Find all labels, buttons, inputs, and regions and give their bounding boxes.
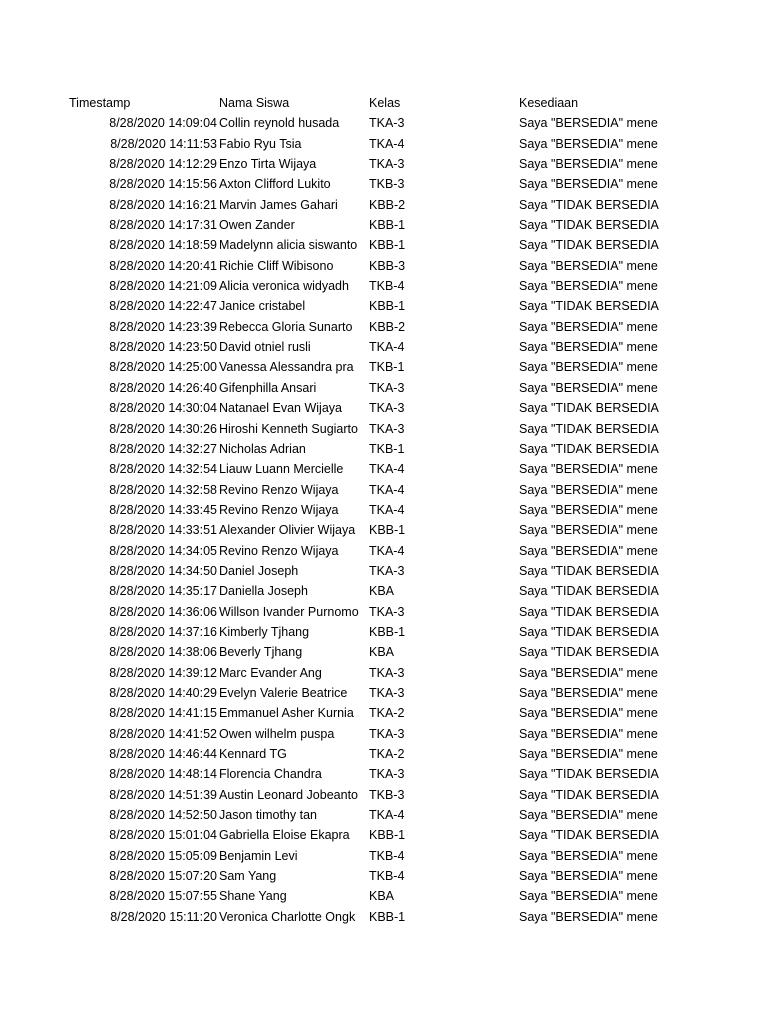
table-row	[0, 195, 768, 215]
timestamp-cell: 8/28/2020 14:52:50	[109, 808, 217, 823]
kelas-cell: TKA-2	[369, 747, 405, 761]
kesediaan-cell: Saya "TIDAK BERSEDIA	[519, 218, 659, 233]
kelas-cell: TKA-4	[369, 482, 405, 497]
kesediaan-cell: Saya "TIDAK BERSEDIA	[519, 787, 659, 802]
kelas-cell: KBB-1	[369, 624, 406, 639]
kesediaan-cell: Saya "BERSEDIA" mene	[519, 157, 658, 172]
kesediaan-cell: Saya "BERSEDIA" mene	[519, 747, 658, 761]
timestamp-cell: 8/28/2020 14:40:29	[109, 685, 217, 700]
kesediaan-cell: Saya "TIDAK BERSEDIA	[519, 197, 659, 212]
kesediaan-cell: Saya "TIDAK BERSEDIA	[519, 767, 659, 782]
kelas-cell: TKB-4	[369, 279, 405, 294]
name-cell: Enzo Tirta Wijaya	[219, 157, 317, 172]
name-cell: Marvin James Gahari	[219, 197, 338, 212]
name-cell: Sam Yang	[219, 869, 277, 884]
kelas-cell: KBB-1	[369, 238, 406, 253]
timestamp-cell: 8/28/2020 14:34:50	[109, 563, 217, 578]
table-row	[0, 154, 768, 174]
kelas-cell: TKA-3	[369, 726, 405, 741]
kesediaan-cell: Saya "BERSEDIA" mene	[519, 808, 658, 823]
timestamp-cell: 8/28/2020 15:07:20	[109, 869, 217, 884]
name-cell: Kimberly Tjhang	[219, 624, 310, 639]
timestamp-cell: 8/28/2020 14:32:58	[109, 482, 217, 497]
kesediaan-cell: Saya "BERSEDIA" mene	[519, 909, 658, 924]
kelas-cell: TKA-4	[369, 136, 405, 151]
table-row	[0, 419, 768, 439]
kesediaan-cell: Saya "TIDAK BERSEDIA	[519, 401, 659, 416]
table-row	[0, 561, 768, 581]
name-cell: Daniella Joseph	[219, 584, 308, 599]
name-cell: Emmanuel Asher Kurnia	[219, 706, 354, 721]
table-row	[0, 174, 768, 194]
kelas-cell: TKA-4	[369, 808, 405, 823]
table-row	[0, 256, 768, 276]
name-cell: Owen wilhelm puspa	[219, 726, 335, 741]
name-cell: Owen Zander	[219, 218, 295, 233]
kelas-cell: TKA-2	[369, 706, 405, 721]
kelas-cell: TKA-3	[369, 421, 405, 436]
kelas-cell: KBB-1	[369, 218, 406, 233]
table-row	[0, 541, 768, 561]
table-row	[0, 886, 768, 906]
kelas-cell: KBB-1	[369, 299, 406, 314]
header-kesediaan: Kesediaan	[519, 96, 579, 110]
kelas-cell: TKA-3	[369, 380, 405, 395]
name-cell: Alexander Olivier Wijaya	[219, 523, 356, 538]
name-cell: Madelynn alicia siswanto	[219, 238, 358, 253]
table-row	[0, 764, 768, 784]
name-cell: David otniel rusli	[219, 340, 311, 355]
name-cell: Alicia veronica widyadh	[219, 279, 349, 294]
kesediaan-cell: Saya "BERSEDIA" mene	[519, 340, 658, 355]
kelas-cell: TKA-4	[369, 340, 405, 355]
timestamp-cell: 8/28/2020 14:17:31	[109, 218, 217, 233]
kesediaan-cell: Saya "BERSEDIA" mene	[519, 523, 658, 538]
table-row	[0, 357, 768, 377]
kesediaan-cell: Saya "BERSEDIA" mene	[519, 848, 658, 863]
timestamp-cell: 8/28/2020 14:12:29	[109, 157, 217, 172]
kesediaan-cell: Saya "BERSEDIA" mene	[519, 889, 658, 904]
timestamp-cell: 8/28/2020 14:51:39	[109, 787, 217, 802]
kesediaan-cell: Saya "TIDAK BERSEDIA	[519, 441, 659, 456]
kesediaan-cell: Saya "BERSEDIA" mene	[519, 319, 658, 334]
timestamp-cell: 8/28/2020 14:36:06	[109, 604, 217, 619]
timestamp-cell: 8/28/2020 15:05:09	[109, 848, 217, 863]
name-cell: Liauw Luann Mercielle	[219, 462, 344, 477]
table-row	[0, 663, 768, 683]
kelas-cell: KBB-1	[369, 523, 406, 538]
timestamp-cell: 8/28/2020 14:48:14	[109, 767, 217, 782]
table-row	[0, 805, 768, 825]
name-cell: Vanessa Alessandra pra	[219, 360, 354, 375]
kelas-cell: TKA-3	[369, 401, 405, 416]
timestamp-cell: 8/28/2020 14:30:04	[109, 401, 217, 416]
kelas-cell: KBB-1	[369, 828, 406, 843]
timestamp-cell: 8/28/2020 14:39:12	[109, 665, 217, 680]
name-cell: Axton Clifford Lukito	[219, 177, 331, 192]
kelas-cell: TKA-3	[369, 604, 405, 619]
name-cell: Austin Leonard Jobeanto	[219, 787, 358, 802]
timestamp-cell: 8/28/2020 14:33:45	[109, 502, 217, 517]
kelas-cell: TKA-3	[369, 563, 405, 578]
timestamp-cell: 8/28/2020 14:35:17	[109, 584, 217, 599]
kesediaan-cell: Saya "TIDAK BERSEDIA	[519, 299, 659, 314]
table-row	[0, 480, 768, 500]
timestamp-cell: 8/28/2020 14:41:15	[109, 706, 217, 721]
kesediaan-cell: Saya "BERSEDIA" mene	[519, 279, 658, 294]
table-row	[0, 113, 768, 133]
table-row	[0, 317, 768, 337]
table-row	[0, 134, 768, 154]
table-row	[0, 439, 768, 459]
name-cell: Janice cristabel	[219, 299, 306, 314]
table-row	[0, 622, 768, 642]
kesediaan-cell: Saya "BERSEDIA" mene	[519, 665, 658, 680]
table-row	[0, 398, 768, 418]
kesediaan-cell: Saya "TIDAK BERSEDIA	[519, 624, 659, 639]
table-row	[0, 581, 768, 601]
table-row	[0, 703, 768, 723]
name-cell: Revino Renzo Wijaya	[219, 543, 339, 558]
kesediaan-cell: Saya "BERSEDIA" mene	[519, 360, 658, 375]
table-row	[0, 825, 768, 845]
timestamp-cell: 8/28/2020 14:23:50	[109, 340, 217, 355]
kelas-cell: KBA	[369, 584, 395, 599]
name-cell: Nicholas Adrian	[219, 441, 306, 456]
timestamp-cell: 8/28/2020 15:11:20	[110, 909, 217, 924]
kelas-cell: TKB-4	[369, 848, 405, 863]
kelas-cell: TKA-4	[369, 543, 405, 558]
name-cell: Benjamin Levi	[219, 848, 298, 863]
timestamp-cell: 8/28/2020 14:32:54	[109, 462, 217, 477]
name-cell: Veronica Charlotte Ongk	[219, 909, 356, 924]
timestamp-cell: 8/28/2020 14:37:16	[109, 624, 217, 639]
timestamp-cell: 8/28/2020 14:15:56	[109, 177, 217, 192]
kesediaan-cell: Saya "BERSEDIA" mene	[519, 706, 658, 721]
timestamp-cell: 8/28/2020 14:16:21	[109, 197, 217, 212]
table-row	[0, 500, 768, 520]
kelas-cell: TKA-3	[369, 157, 405, 172]
kelas-cell: TKA-4	[369, 462, 405, 477]
name-cell: Collin reynold husada	[219, 116, 340, 131]
kesediaan-cell: Saya "TIDAK BERSEDIA	[519, 584, 659, 599]
table-row	[0, 602, 768, 622]
name-cell: Florencia Chandra	[219, 767, 322, 782]
header-kelas: Kelas	[369, 96, 401, 110]
table-row	[0, 846, 768, 866]
table-row	[0, 520, 768, 540]
header-row	[0, 93, 768, 113]
kesediaan-cell: Saya "BERSEDIA" mene	[519, 685, 658, 700]
kelas-cell: KBA	[369, 645, 395, 660]
name-cell: Fabio Ryu Tsia	[219, 136, 302, 151]
kelas-cell: KBB-2	[369, 319, 406, 334]
kesediaan-cell: Saya "BERSEDIA" mene	[519, 380, 658, 395]
timestamp-cell: 8/28/2020 14:34:05	[109, 543, 217, 558]
table-row	[0, 744, 768, 764]
kesediaan-cell: Saya "BERSEDIA" mene	[519, 482, 658, 497]
header-nama-siswa: Nama Siswa	[219, 96, 290, 110]
kesediaan-cell: Saya "BERSEDIA" mene	[519, 502, 658, 517]
name-cell: Daniel Joseph	[219, 563, 299, 578]
timestamp-cell: 8/28/2020 14:21:09	[109, 279, 217, 294]
name-cell: Shane Yang	[219, 889, 287, 904]
timestamp-cell: 8/28/2020 14:33:51	[109, 523, 217, 538]
table-row	[0, 337, 768, 357]
timestamp-cell: 8/28/2020 14:11:53	[110, 136, 217, 151]
kelas-cell: TKA-3	[369, 685, 405, 700]
table-row	[0, 785, 768, 805]
name-cell: Gabriella Eloise Ekapra	[219, 828, 350, 843]
timestamp-cell: 8/28/2020 14:38:06	[109, 645, 217, 660]
name-cell: Richie Cliff Wibisono	[219, 258, 334, 273]
name-cell: Marc Evander Ang	[219, 665, 322, 680]
name-cell: Natanael Evan Wijaya	[219, 401, 342, 416]
kesediaan-cell: Saya "BERSEDIA" mene	[519, 116, 658, 131]
kesediaan-cell: Saya "TIDAK BERSEDIA	[519, 563, 659, 578]
table-row	[0, 378, 768, 398]
kesediaan-cell: Saya "TIDAK BERSEDIA	[519, 604, 659, 619]
header-timestamp: Timestamp	[69, 96, 131, 110]
name-cell: Beverly Tjhang	[219, 645, 303, 660]
timestamp-cell: 8/28/2020 14:23:39	[109, 319, 217, 334]
kelas-cell: TKB-3	[369, 787, 405, 802]
timestamp-cell: 8/28/2020 14:26:40	[109, 380, 217, 395]
timestamp-cell: 8/28/2020 14:41:52	[109, 726, 217, 741]
kesediaan-cell: Saya "TIDAK BERSEDIA	[519, 421, 659, 436]
name-cell: Rebecca Gloria Sunarto	[219, 319, 353, 334]
kelas-cell: TKA-3	[369, 116, 405, 131]
timestamp-cell: 8/28/2020 14:25:00	[109, 360, 217, 375]
name-cell: Evelyn Valerie Beatrice	[219, 685, 348, 700]
timestamp-cell: 8/28/2020 14:20:41	[109, 258, 217, 273]
table-row	[0, 235, 768, 255]
table-row	[0, 866, 768, 886]
kesediaan-cell: Saya "BERSEDIA" mene	[519, 258, 658, 273]
timestamp-cell: 8/28/2020 15:01:04	[109, 828, 217, 843]
data-rows	[0, 113, 768, 927]
name-cell: Jason timothy tan	[219, 808, 317, 823]
name-cell: Willson Ivander Purnomo	[219, 604, 359, 619]
table-row	[0, 459, 768, 479]
table-row	[0, 296, 768, 316]
timestamp-cell: 8/28/2020 14:18:59	[109, 238, 217, 253]
kelas-cell: TKB-4	[369, 869, 405, 884]
kelas-cell: TKA-3	[369, 665, 405, 680]
kelas-cell: KBB-3	[369, 258, 406, 273]
kesediaan-cell: Saya "BERSEDIA" mene	[519, 543, 658, 558]
name-cell: Kennard TG	[219, 747, 287, 761]
timestamp-cell: 8/28/2020 14:09:04	[109, 116, 217, 131]
spreadsheet	[0, 93, 768, 927]
kesediaan-cell: Saya "BERSEDIA" mene	[519, 869, 658, 884]
timestamp-cell: 8/28/2020 14:46:44	[109, 747, 217, 761]
kelas-cell: TKB-3	[369, 177, 405, 192]
kesediaan-cell: Saya "BERSEDIA" mene	[519, 136, 658, 151]
timestamp-cell: 8/28/2020 14:32:27	[109, 441, 217, 456]
kelas-cell: KBB-1	[369, 909, 406, 924]
table-row	[0, 276, 768, 296]
timestamp-cell: 8/28/2020 14:30:26	[109, 421, 217, 436]
name-cell: Revino Renzo Wijaya	[219, 482, 339, 497]
table-row	[0, 724, 768, 744]
kelas-cell: TKA-4	[369, 502, 405, 517]
kelas-cell: TKB-1	[369, 441, 405, 456]
kelas-cell: TKB-1	[369, 360, 405, 375]
kesediaan-cell: Saya "BERSEDIA" mene	[519, 177, 658, 192]
table-row	[0, 215, 768, 235]
kelas-cell: KBB-2	[369, 197, 406, 212]
kesediaan-cell: Saya "BERSEDIA" mene	[519, 462, 658, 477]
kesediaan-cell: Saya "TIDAK BERSEDIA	[519, 645, 659, 660]
name-cell: Gifenphilla Ansari	[219, 380, 317, 395]
table-row	[0, 642, 768, 662]
table-row	[0, 683, 768, 703]
kesediaan-cell: Saya "TIDAK BERSEDIA	[519, 828, 659, 843]
name-cell: Hiroshi Kenneth Sugiarto	[219, 421, 358, 436]
timestamp-cell: 8/28/2020 14:22:47	[109, 299, 217, 314]
kelas-cell: KBA	[369, 889, 395, 904]
kesediaan-cell: Saya "BERSEDIA" mene	[519, 726, 658, 741]
kesediaan-cell: Saya "TIDAK BERSEDIA	[519, 238, 659, 253]
timestamp-cell: 8/28/2020 15:07:55	[109, 889, 217, 904]
name-cell: Revino Renzo Wijaya	[219, 502, 339, 517]
kelas-cell: TKA-3	[369, 767, 405, 782]
table-row	[0, 907, 768, 927]
